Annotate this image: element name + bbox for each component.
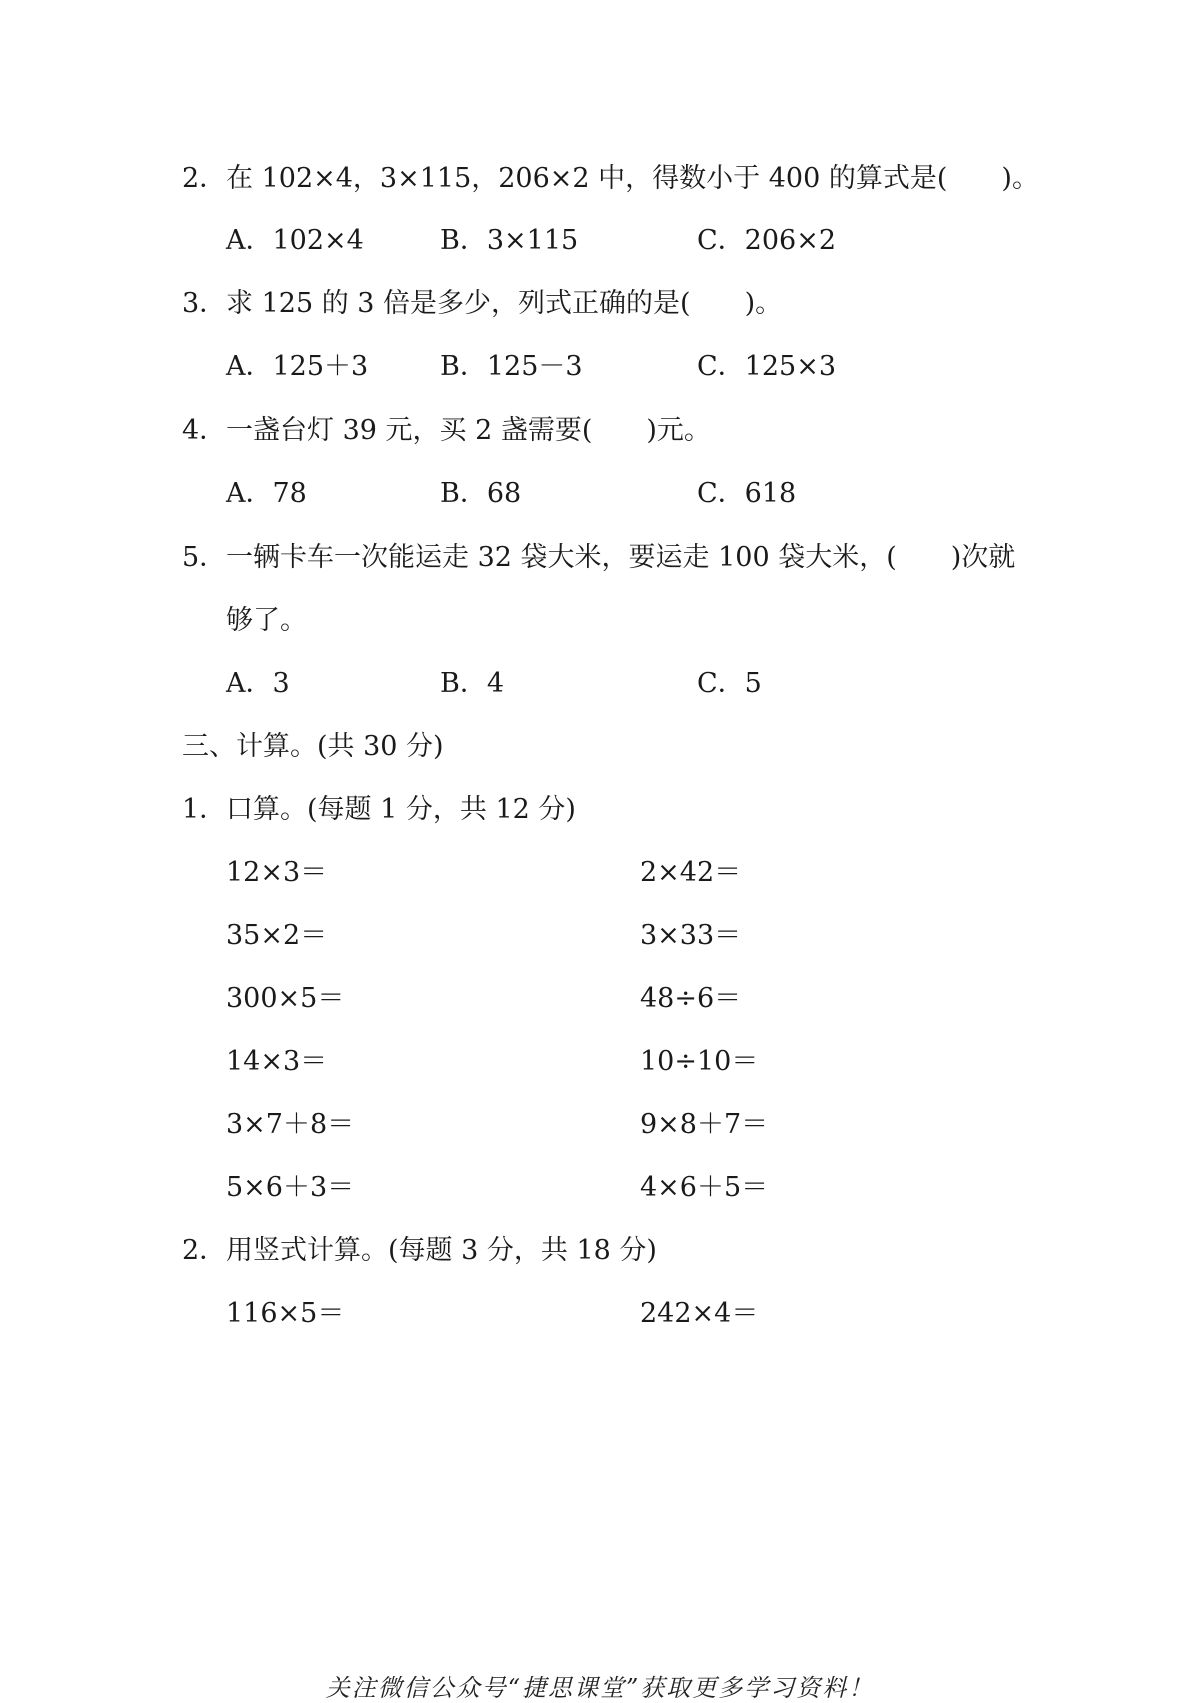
mental-calc-item: 4×6＋5＝ [640, 1172, 769, 1203]
option-c: C．618 [697, 478, 797, 509]
mental-calc-item: 48÷6＝ [640, 983, 742, 1014]
question-number: 5． [182, 542, 227, 573]
option-a: A．3 [226, 668, 290, 699]
option-b: B．3×115 [440, 225, 579, 256]
question-number: 3． [182, 288, 227, 319]
mental-calc-item: 35×2＝ [226, 920, 328, 951]
mental-calc-item: 12×3＝ [226, 857, 328, 888]
vertical-calc-item: 116×5＝ [226, 1298, 345, 1329]
question-number: 2． [182, 163, 227, 194]
option-a: A．102×4 [226, 225, 364, 256]
question-text: 一盏台灯 39 元，买 2 盏需要( )元。 [226, 415, 711, 446]
option-c: C．5 [697, 668, 762, 699]
mental-calc-item: 10÷10＝ [640, 1046, 759, 1077]
vertical-calc-item: 242×4＝ [640, 1298, 759, 1329]
question-text: 在 102×4，3×115，206×2 中，得数小于 400 的算式是( )。 [226, 163, 1039, 194]
option-a: A．125＋3 [226, 351, 369, 382]
part-title: 口算。(每题 1 分，共 12 分) [226, 794, 576, 825]
mental-calc-item: 2×42＝ [640, 857, 742, 888]
question-text: 一辆卡车一次能运走 32 袋大米，要运走 100 袋大米，( )次就 [226, 542, 1016, 573]
footer-note: 关注微信公众号“捷思课堂”获取更多学习资料！ [325, 1674, 875, 1702]
section-title: 三、计算。(共 30 分) [182, 731, 444, 762]
option-c: C．125×3 [697, 351, 836, 382]
option-a: A．78 [226, 478, 307, 509]
question-text: 求 125 的 3 倍是多少，列式正确的是( )。 [226, 288, 783, 319]
part-number: 2． [182, 1235, 227, 1266]
mental-calc-item: 5×6＋3＝ [226, 1172, 355, 1203]
question-text-continuation: 够了。 [226, 605, 307, 636]
mental-calc-item: 3×33＝ [640, 920, 742, 951]
mental-calc-item: 300×5＝ [226, 983, 345, 1014]
mental-calc-item: 14×3＝ [226, 1046, 328, 1077]
mental-calc-item: 9×8＋7＝ [640, 1109, 769, 1140]
option-c: C．206×2 [697, 225, 836, 256]
mental-calc-item: 3×7＋8＝ [226, 1109, 355, 1140]
part-number: 1． [182, 794, 227, 825]
option-b: B．4 [440, 668, 505, 699]
option-b: B．125－3 [440, 351, 583, 382]
question-number: 4． [182, 415, 227, 446]
part-title: 用竖式计算。(每题 3 分，共 18 分) [226, 1235, 657, 1266]
option-b: B．68 [440, 478, 522, 509]
